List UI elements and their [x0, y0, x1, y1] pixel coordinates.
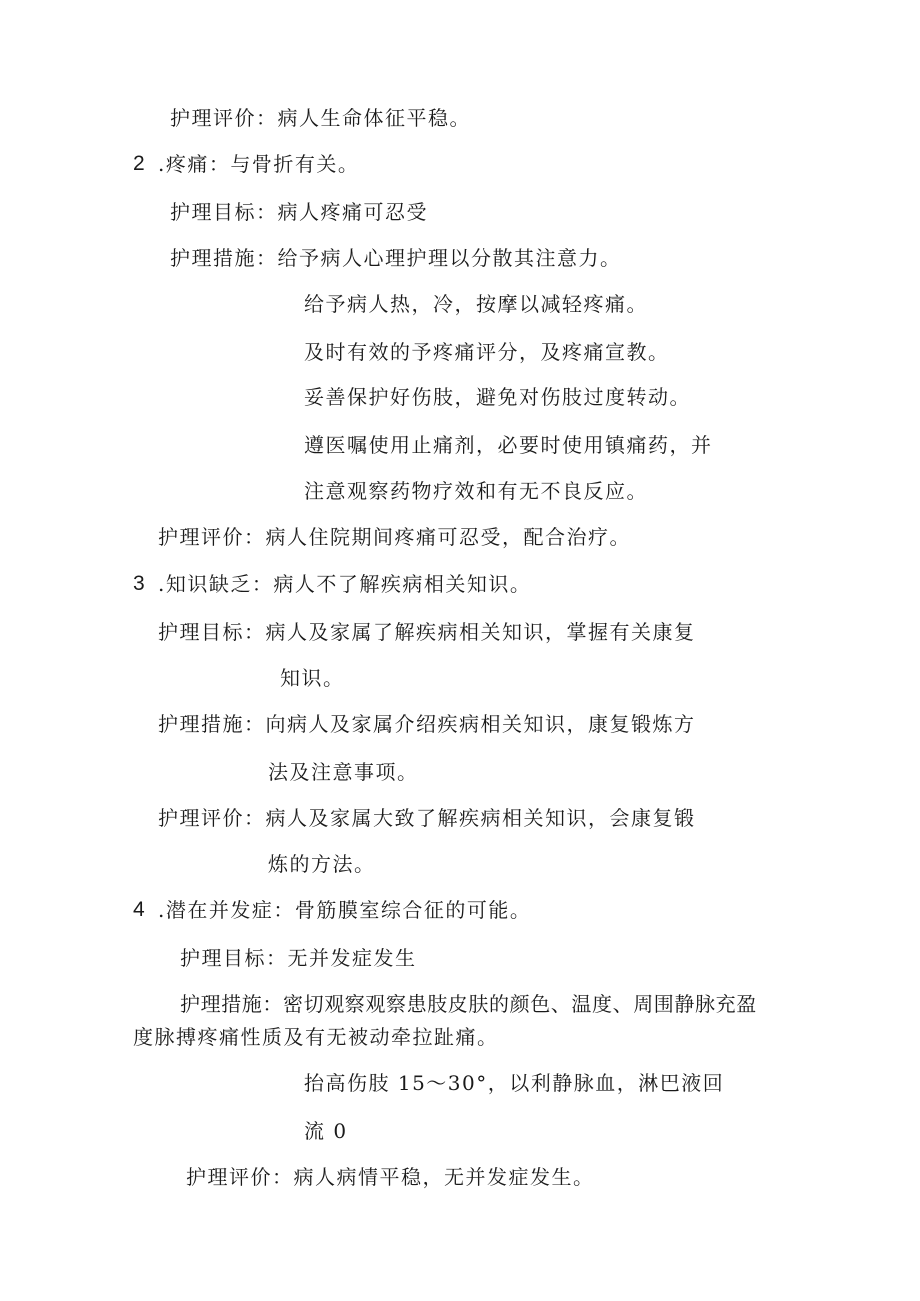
measure-line-3-cont: 法及注意事项。: [268, 760, 419, 784]
measure-item-2-4: 遵医嘱使用止痛剂，必要时使用镇痛药，并: [304, 433, 713, 457]
evaluation-line-3-cont: 炼的方法。: [268, 852, 376, 876]
section-number-2: 2: [133, 152, 145, 175]
measure-item-2-3: 妥善保护好伤肢，避免对伤肢过度转动。: [304, 385, 691, 409]
measure-item-4-1: 抬高伤肢 15～30°，以利静脉血，淋巴液回: [304, 1071, 725, 1095]
measure-line-2: 护理措施：给予病人心理护理以分散其注意力。: [170, 246, 622, 270]
measure-line-3: 护理措施：向病人及家属介绍疾病相关知识，康复锻炼方: [158, 712, 696, 736]
evaluation-line-1: 护理评价：病人生命体征平稳。: [170, 106, 471, 130]
evaluation-line-3: 护理评价：病人及家属大致了解疾病相关知识，会康复锻: [158, 806, 696, 830]
measure-item-2-4-cont: 注意观察药物疗效和有无不良反应。: [304, 479, 648, 503]
goal-line-4: 护理目标：无并发症发生: [180, 946, 417, 970]
measure-item-2-2: 及时有效的予疼痛评分，及疼痛宣教。: [304, 340, 670, 364]
section-title-2: .疼痛：与骨折有关。: [158, 152, 360, 176]
section-title-4: .潜在并发症：骨筋膜室综合征的可能。: [158, 898, 532, 922]
goal-line-2: 护理目标：病人疼痛可忍受: [170, 200, 428, 224]
section-number-3: 3: [133, 572, 145, 595]
measure-line-4: 护理措施：密切观察观察患肢皮肤的颜色、温度、周围静脉充盈: [180, 992, 757, 1016]
section-title-3: .知识缺乏：病人不了解疾病相关知识。: [158, 572, 532, 596]
evaluation-line-2: 护理评价：病人住院期间疼痛可忍受，配合治疗。: [158, 525, 631, 549]
evaluation-line-4: 护理评价：病人病情平稳，无并发症发生。: [186, 1165, 595, 1189]
measure-item-2-1: 给予病人热，冷，按摩以减轻疼痛。: [304, 292, 648, 316]
goal-line-3: 护理目标：病人及家属了解疾病相关知识，掌握有关康复: [158, 620, 696, 644]
measure-line-4-cont: 度脉搏疼痛性质及有无被动牵拉趾痛。: [133, 1025, 499, 1049]
section-number-4: 4: [133, 898, 145, 921]
measure-item-4-1-cont: 流 0: [304, 1119, 348, 1143]
goal-line-3-cont: 知识。: [280, 666, 345, 690]
